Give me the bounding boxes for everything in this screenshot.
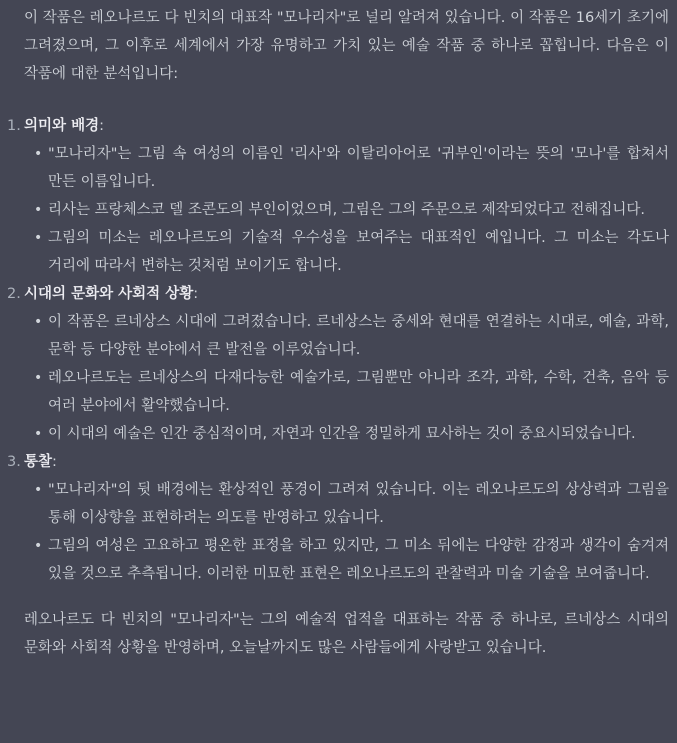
bullet-item (34, 532, 669, 588)
bullet-item (34, 140, 669, 196)
bullet-item (34, 420, 669, 448)
section-heading (7, 448, 669, 476)
section-title: 시대의 문화와 사회적 상황 (24, 286, 194, 302)
section-colon: : (99, 118, 104, 134)
bullet-dot-icon: • (34, 426, 43, 442)
bullet-list (24, 140, 669, 280)
intro-paragraph: 이 작품은 레오나르도 다 빈치의 대표작 "모나리자"로 널리 알려져 있습니다. 이 작품은 16세기 초기에 그려졌으며, 그 이후로 세계에서 가장 유명하고 가치 있는 예술 작품 중 하나로 꼽힙니다. 다음은 이 작품에 대한 분석입니다: (24, 10, 669, 82)
bullet-text: 리사는 프랑체스코 델 조콘도의 부인이었으며, 그림은 그의 주문으로 제작되었다고 전해집니다. (48, 202, 645, 218)
section-title: 의미와 배경 (24, 118, 100, 134)
bullet-dot-icon: • (34, 370, 43, 386)
bullet-dot-icon: • (34, 482, 43, 498)
bullet-text: 그림의 미소는 레오나르도의 기술적 우수성을 보여주는 대표적인 예입니다. 그 미소는 각도나 거리에 따라서 변하는 것처럼 보이기도 합니다. (48, 230, 669, 274)
bullet-text: 그림의 여성은 고요하고 평온한 표정을 하고 있지만, 그 미소 뒤에는 다양한 감정과 생각이 숨겨져 있을 것으로 추측됩니다. 이러한 미묘한 표현은 레오나르도의 관찰력과 미술 기술을 보여줍니다. (48, 538, 669, 582)
section-title: 통찰 (24, 454, 53, 470)
bullet-dot-icon: • (34, 202, 43, 218)
bullet-dot-icon: • (34, 314, 43, 330)
section-heading (7, 112, 669, 140)
bullet-item (34, 364, 669, 420)
section-insight (7, 448, 669, 588)
bullet-dot-icon: • (34, 146, 43, 162)
bullet-text: 이 작품은 르네상스 시대에 그려졌습니다. 르네상스는 중세와 현대를 연결하는 시대로, 예술, 과학, 문학 등 다양한 분야에서 큰 발전을 이루었습니다. (48, 314, 669, 358)
bullet-text: 이 시대의 예술은 인간 중심적이며, 자연과 인간을 정밀하게 묘사하는 것이 중요시되었습니다. (48, 426, 636, 442)
section-number: 3. (7, 454, 21, 470)
section-number: 1. (7, 118, 21, 134)
section-number: 2. (7, 286, 21, 302)
bullet-item (34, 476, 669, 532)
bullet-list (24, 476, 669, 588)
bullet-item (34, 308, 669, 364)
section-colon: : (52, 454, 57, 470)
section-culture-society (7, 280, 669, 448)
conclusion-paragraph: 레오나르도 다 빈치의 "모나리자"는 그의 예술적 업적을 대표하는 작품 중 하나로, 르네상스 시대의 문화와 사회적 상황을 반영하며, 오늘날까지도 많은 사람들에게 사랑받고 있습니다. (24, 612, 669, 656)
bullet-list (24, 308, 669, 448)
bullet-text: "모나리자"는 그림 속 여성의 이름인 '리사'와 이탈리아어로 '귀부인'이라는 뜻의 '모나'를 합쳐서 만든 이름입니다. (48, 146, 669, 190)
bullet-dot-icon: • (34, 538, 43, 554)
section-meaning-background (7, 112, 669, 280)
bullet-text: 레오나르도는 르네상스의 다재다능한 예술가로, 그림뿐만 아니라 조각, 과학, 수학, 건축, 음악 등 여러 분야에서 활약했습니다. (48, 370, 669, 414)
bullet-dot-icon: • (34, 230, 43, 246)
section-heading (7, 280, 669, 308)
analysis-list (7, 112, 669, 588)
section-colon: : (193, 286, 199, 302)
bullet-item (34, 224, 669, 280)
bullet-item (34, 196, 669, 224)
bullet-text: "모나리자"의 뒷 배경에는 환상적인 풍경이 그려져 있습니다. 이는 레오나르도의 상상력과 그림을 통해 이상향을 표현하려는 의도를 반영하고 있습니다. (48, 482, 669, 526)
